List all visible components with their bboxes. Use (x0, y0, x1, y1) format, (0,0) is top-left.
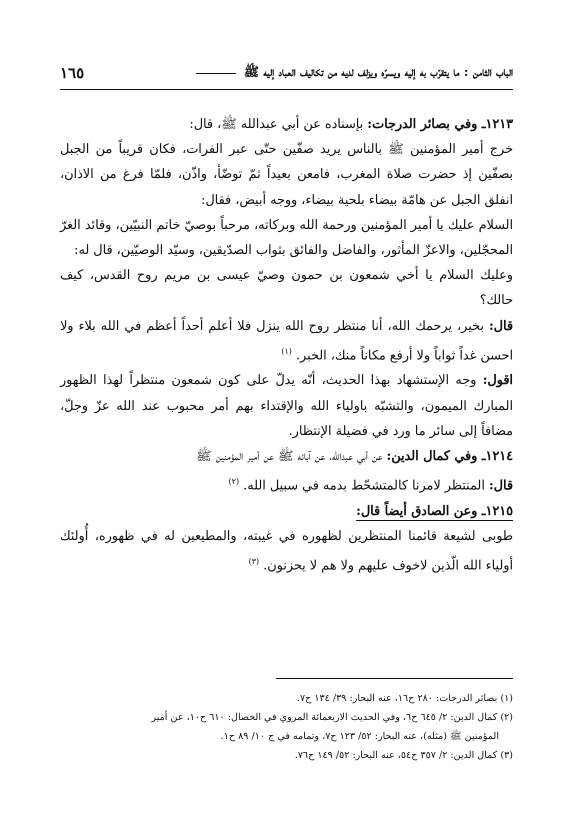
footnote-2: (٢) كمال الدين: ٢/ ٦٤٥ ح٦، وفي الحديث الاربعمائة المروي في الخصال: ٦١٠ ح١٠، عن أمير (151, 712, 513, 723)
paragraph-6-text: المنتظر لامرنا كالمتشحّط بدمه في سبيل الله. (243, 478, 489, 494)
running-header-title-group (196, 64, 513, 83)
paragraph-4-text: بخير، يرحمك الله، أنا منتظر روح الله ينزل فلا أعلم أحداً أعظم في الله بلاء ولا احسن غداً ثواباً ولا أرفع مكاناً منك، الخبر. (60, 318, 513, 364)
hadith-1215-heading (60, 499, 513, 524)
paragraph-4-label: قال: (488, 318, 513, 334)
footnote-2-continuation: المؤمنين ﷺ (مثله)، عنه البحار: ٥٢/ ١٢٣ ح٧، وتمامه في ج ١٠/ ٨٩ ح١. (220, 731, 499, 742)
header-dash-rule (196, 73, 236, 74)
paragraph-4 (60, 314, 513, 369)
main-text (60, 112, 513, 578)
footnote-ref-1[interactable]: (١) (281, 346, 292, 356)
paragraph-7 (60, 524, 513, 579)
paragraph-7-text: طوبى لشيعة قائمنا المنتظرين لظهوره في غيبته، والمطيعين له في ظهوره، أُولئك أولياء الله الّذين لاخوف عليهم ولا هم لا يحزنون. (60, 528, 513, 574)
paragraph-6-label: قال: (488, 478, 513, 494)
paragraph-1: خرج أمير المؤمنين ﷺ بالناس يريد صفّين حتّى عبر الفرات، فكان قريباً من الجبل بصفّين إذ حضرت صلاة المغرب، فامعن بعيداً ثمّ توضّأ، واذّن، فلمّا فرغ من الاذان، انفلق الجبل عن هامّة بيضاء بلحية بيضاء، ووجه أبيض، فقال: (60, 142, 513, 208)
paragraph-5-text: وجه الإستشهاد بهذا الحديث، أنّه يدلّ على كون شمعون منتظراً لهذا الظهور المبارك الميمون، والتشبّه باولياء الله والإقتداء بهم أمر محبوب عند الله عزّ وجلّ، مضافاً إلى سائر ما ورد في فضيلة الإنتظار. (60, 373, 513, 439)
header-divider (60, 89, 513, 90)
hadith-1213-heading (60, 112, 513, 137)
running-header (60, 60, 513, 86)
hadith-number-1215: ١٢١٥ـ وعن الصادق أيضاً قال: (356, 503, 513, 519)
footnote-1: (١) بصائر الدرجات: ٢٨٠ ح١٦، عنه البحار: ٣٩/ ١٣٤ ح٧. (296, 693, 513, 704)
hadith-number-1213: ١٢١٣ـ وفي بصائر الدرجات: (367, 117, 513, 132)
paragraph-3: وعليك السلام يا أخي شمعون بن حمون وصيّ عيسى بن مريم روح القدس، كيف حالك؟ (60, 268, 513, 309)
paragraph-5-label: اقول: (482, 373, 513, 389)
paragraph-5 (60, 368, 513, 444)
running-header-title: الباب الثامن : ما يتقرّب به إليه ويسرّه ويزلف لديه من تكاليف العباد إليه ﷺ (243, 63, 513, 79)
hadith-1214-heading (60, 444, 513, 469)
footnote-divider (276, 678, 513, 679)
paragraph-6 (60, 469, 513, 498)
hadith-1213-chain: بإسناده عن أبي عبدالله ﷺ، قال: (189, 117, 368, 132)
paragraph-2: السلام عليك يا أمير المؤمنين ورحمة الله وبركاته، مرحباً بوصيّ خاتم النبيّين، وقائد الغرّ المحجّلين، والاعزّ المأثور، والفاضل والفائق بثواب الصدّيقين، وسيّد الوصيّين، قال له: (60, 217, 513, 259)
footnote-3: (٣) كمال الدين: ٢/ ٣٥٧ ح٥٤، عنه البحار: ٥٢/ ١٤٩ ح٧٦. (294, 750, 513, 761)
footnote-ref-3[interactable]: (٣) (248, 556, 260, 566)
hadith-number-1214: ١٢١٤ـ وفي كمال الدين: (386, 448, 513, 464)
footnote-ref-2[interactable]: (٢) (228, 477, 240, 487)
footnotes (60, 689, 513, 765)
page-number: ١٦٥ (60, 64, 85, 82)
hadith-1214-chain: عن أبي عبدالله، عن آبائه ﷺ عن أمير المؤمنين ﷺ (196, 448, 387, 464)
